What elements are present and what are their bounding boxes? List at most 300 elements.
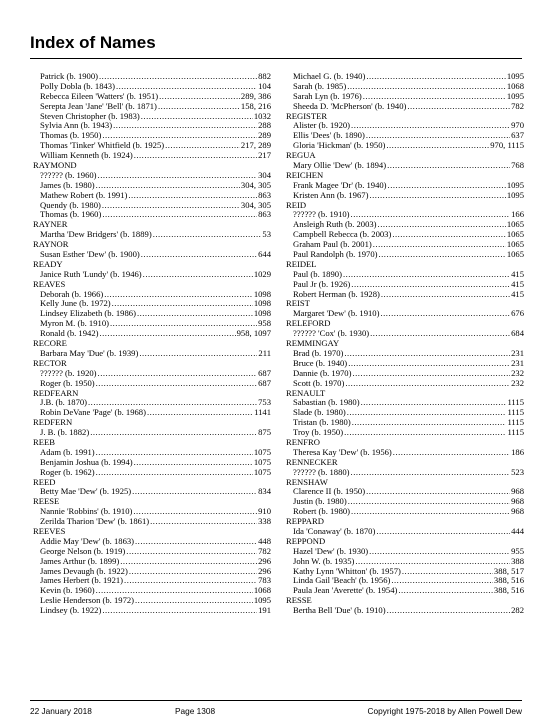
index-entry [286, 349, 524, 359]
entry-name: Brad (b. 1970) [293, 348, 344, 358]
entry-pages: 289, 386 [240, 91, 271, 101]
dot-leader [113, 121, 257, 131]
entry-pages: 231 [511, 348, 524, 358]
entry-pages: 1095 [253, 596, 271, 606]
index-entry [33, 369, 271, 379]
entry-pages: 875 [258, 428, 271, 438]
dot-leader [90, 428, 257, 438]
surname-heading [286, 596, 524, 606]
entry-pages: 1068 [506, 81, 524, 91]
entry-name: ?????? (b. 1960) [40, 170, 97, 180]
footer-page-number: Page 1308 [175, 706, 216, 716]
entry-name: Troy (b. 1950) [293, 428, 344, 438]
index-entry [286, 161, 524, 171]
index-entry [33, 230, 271, 240]
index-entry [33, 141, 271, 151]
entry-pages: 1065 [506, 230, 524, 240]
surname-heading [33, 280, 271, 290]
index-entry [33, 92, 271, 102]
index-entry [286, 527, 524, 537]
dot-leader [150, 517, 257, 527]
index-entry [33, 606, 271, 616]
entry-pages: 217, 289 [240, 141, 271, 151]
index-entry [33, 557, 271, 567]
index-entry [33, 349, 271, 359]
index-entry [286, 121, 524, 131]
surname-label: REDFEARN [33, 388, 79, 398]
entry-pages: 288 [258, 121, 271, 131]
dot-leader [102, 131, 257, 141]
dot-leader [128, 191, 257, 201]
index-entry [33, 468, 271, 478]
dot-leader [407, 102, 510, 112]
dot-leader [141, 250, 257, 260]
dot-leader [380, 309, 510, 319]
index-entry [33, 458, 271, 468]
surname-heading [33, 339, 271, 349]
entry-name: Nannie 'Robbins' (b. 1910) [40, 507, 133, 517]
index-entry [33, 112, 271, 122]
entry-pages: 1115 [507, 418, 524, 428]
dot-leader [102, 210, 257, 220]
entry-pages: 415 [511, 289, 524, 299]
dot-leader [96, 379, 257, 389]
entry-name: Patrick (b. 1900) [40, 72, 98, 81]
entry-name: Hazel 'Dew' (b. 1930) [293, 546, 369, 556]
index-entry [286, 606, 524, 616]
dot-leader [141, 112, 253, 122]
index-entry [286, 487, 524, 497]
dot-leader [116, 82, 257, 92]
dot-leader [99, 72, 257, 82]
dot-leader [392, 230, 505, 240]
dot-leader [386, 141, 489, 151]
entry-name: Janice Ruth 'Lundy' (b. 1946) [40, 269, 142, 279]
entry-name: Kathy Lynn 'Whitton' (b. 1957) [293, 566, 401, 576]
surname-label: REAVES [33, 279, 66, 289]
dot-leader [343, 270, 510, 280]
index-entry [33, 82, 271, 92]
entry-name: Thomas (b. 1950) [40, 131, 102, 141]
dot-leader [143, 270, 253, 280]
surname-label: REED [33, 477, 56, 487]
index-entry [286, 329, 524, 339]
entry-name: Betty Mae 'Dew' (b. 1925) [40, 487, 132, 497]
entry-name: Benjamin Joshua (b. 1994) [40, 457, 133, 467]
surname-heading [286, 201, 524, 211]
dot-leader [391, 576, 493, 586]
index-entry [33, 507, 271, 517]
entry-pages: 968 [511, 487, 524, 497]
entry-pages: 1098 [253, 289, 271, 299]
entry-pages: 1095 [506, 91, 524, 101]
surname-label: RENFRO [286, 437, 320, 447]
entry-name: James Herbert (b. 1921) [40, 576, 124, 586]
index-entry [286, 191, 524, 201]
entry-name: Campbell Rebecca (b. 2003) [293, 230, 392, 240]
entry-pages: 1095 [506, 180, 524, 190]
index-entry [286, 210, 524, 220]
surname-heading [286, 458, 524, 468]
entry-name: Tristan (b. 1980) [293, 418, 351, 428]
index-entry [33, 576, 271, 586]
index-entry [286, 448, 524, 458]
index-entry [286, 369, 524, 379]
entry-pages: 782 [511, 101, 524, 111]
surname-label: READY [33, 259, 63, 269]
entry-pages: 684 [511, 329, 524, 339]
dot-leader [387, 161, 510, 171]
dot-leader [348, 497, 510, 507]
dot-leader [96, 181, 240, 191]
entry-name: Michael G. (b. 1940) [293, 72, 366, 81]
entry-name: Mary Ollie 'Dew' (b. 1894) [293, 161, 387, 171]
dot-leader [96, 468, 253, 478]
index-entry [33, 329, 271, 339]
surname-label: REIDEL [286, 259, 317, 269]
dot-leader [351, 121, 510, 131]
entry-pages: 1095 [506, 72, 524, 81]
entry-name: Bertha Bell 'Due' (b. 1910) [293, 606, 386, 616]
entry-name: ?????? (b. 1910) [293, 210, 350, 220]
surname-heading [33, 220, 271, 230]
entry-name: Slade (b. 1980) [293, 408, 346, 418]
surname-heading [33, 161, 271, 171]
entry-pages: 753 [258, 398, 271, 408]
entry-name: Sarah Lyn (b. 1976) [293, 91, 362, 101]
index-entry [286, 567, 524, 577]
entry-name: ?????? (b. 1880) [293, 467, 350, 477]
dot-leader [112, 299, 253, 309]
index-entry [286, 270, 524, 280]
entry-pages: 232 [511, 378, 524, 388]
surname-heading [286, 517, 524, 527]
surname-label: RAYMOND [33, 161, 77, 171]
index-entry [286, 82, 524, 92]
entry-name: Bruce (b. 1940) [293, 358, 348, 368]
index-entry [33, 517, 271, 527]
entry-name: Steven Christopher (b. 1983) [40, 111, 140, 121]
dot-leader [393, 448, 510, 458]
dot-leader [363, 92, 506, 102]
dot-leader [98, 171, 258, 181]
index-entry [286, 92, 524, 102]
dot-leader [134, 458, 253, 468]
dot-leader [96, 586, 253, 596]
dot-leader [355, 557, 510, 567]
index-entry [286, 507, 524, 517]
surname-heading [286, 151, 524, 161]
dot-leader [104, 290, 253, 300]
entry-pages: 1115 [507, 428, 524, 438]
entry-name: George Nelson (b. 1919) [40, 546, 126, 556]
entry-pages: 338 [258, 517, 271, 527]
entry-pages: 768 [511, 161, 524, 171]
surname-label: REICHEN [286, 170, 324, 180]
entry-pages: 388, 516 [493, 586, 524, 596]
index-entry [286, 230, 524, 240]
dot-leader [96, 448, 253, 458]
index-entry [286, 428, 524, 438]
entry-pages: 1141 [254, 408, 271, 418]
surname-heading [286, 339, 524, 349]
surname-heading [33, 438, 271, 448]
entry-name: Ansleigh Ruth (b. 2003) [293, 220, 377, 230]
entry-pages: 970, 1115 [490, 141, 524, 151]
index-entry [33, 131, 271, 141]
index-entry [286, 280, 524, 290]
dot-leader [345, 379, 510, 389]
index-entry [33, 319, 271, 329]
dot-leader [361, 398, 507, 408]
dot-leader [129, 567, 257, 577]
index-entry [33, 210, 271, 220]
entry-name: Ida 'Conaway' (b. 1870) [293, 526, 376, 536]
entry-name: J. B. (b. 1882) [40, 428, 90, 438]
surname-label: REEVES [33, 526, 66, 536]
entry-name: Sheeda D. 'McPherson' (b. 1940) [293, 101, 407, 111]
entry-pages: 388, 517 [493, 566, 524, 576]
entry-pages: 1065 [506, 240, 524, 250]
entry-pages: 191 [258, 606, 271, 616]
entry-name: Mathew Robert (b. 1991) [40, 190, 128, 200]
entry-pages: 388 [511, 556, 524, 566]
entry-name: Kelly June (b. 1972) [40, 299, 111, 309]
index-entry [33, 537, 271, 547]
entry-name: Paul Jr (b. 1926) [293, 279, 351, 289]
entry-pages: 304, 305 [240, 200, 271, 210]
index-entry [33, 309, 271, 319]
dot-leader [351, 210, 511, 220]
dot-leader [351, 468, 511, 478]
entry-name: Roger (b. 1962) [40, 467, 95, 477]
entry-name: Roger (b. 1950) [40, 378, 95, 388]
index-entry [286, 547, 524, 557]
surname-heading [286, 438, 524, 448]
footer-rule [30, 700, 522, 701]
dot-leader [99, 329, 235, 339]
surname-heading [33, 359, 271, 369]
entry-pages: 1095 [506, 190, 524, 200]
index-entry [33, 171, 271, 181]
entry-name: Deborah (b. 1966) [40, 289, 104, 299]
dot-leader [134, 151, 257, 161]
index-entry [33, 596, 271, 606]
entry-pages: 523 [511, 467, 524, 477]
entry-name: Polly Dobla (b. 1843) [40, 81, 115, 91]
entry-name: Paul Randolph (b. 1970) [293, 250, 378, 260]
index-entry [286, 359, 524, 369]
surname-label: RENSHAW [286, 477, 328, 487]
index-entry [286, 557, 524, 567]
index-entry [33, 121, 271, 131]
dot-leader [158, 102, 240, 112]
surname-heading [286, 260, 524, 270]
entry-pages: 834 [258, 487, 271, 497]
index-entry [286, 102, 524, 112]
entry-name: Paula Jean 'Averette' (b. 1954) [293, 586, 398, 596]
entry-pages: 1075 [253, 467, 271, 477]
entry-name: James Devaugh (b. 1922) [40, 566, 128, 576]
entry-name: ?????? (b. 1920) [40, 368, 97, 378]
dot-leader [369, 191, 505, 201]
entry-pages: 1115 [507, 408, 524, 418]
index-column-left [33, 72, 271, 616]
entry-name: Ellis 'Dees' (b. 1890) [293, 131, 365, 141]
dot-leader [388, 181, 506, 191]
index-entry [286, 240, 524, 250]
entry-pages: 231 [511, 358, 524, 368]
entry-name: Kevin (b. 1960) [40, 586, 95, 596]
entry-name: Scott (b. 1970) [293, 378, 345, 388]
dot-leader [369, 547, 510, 557]
entry-pages: 687 [258, 378, 271, 388]
dot-leader [348, 359, 510, 369]
index-entry [33, 72, 271, 82]
index-entry [286, 379, 524, 389]
entry-name: Paul (b. 1890) [293, 269, 342, 279]
entry-pages: 687 [258, 368, 271, 378]
dot-leader [379, 250, 506, 260]
index-entry [286, 408, 524, 418]
dot-leader [133, 507, 257, 517]
entry-pages: 296 [258, 556, 271, 566]
entry-name: Zerilda Tharion 'Dew' (b. 1861) [40, 517, 150, 527]
entry-pages: 186 [511, 447, 524, 457]
index-entry [33, 299, 271, 309]
entry-pages: 968 [511, 497, 524, 507]
entry-name: Thomas (b. 1960) [40, 210, 102, 220]
surname-heading [286, 389, 524, 399]
entry-pages: 782 [258, 546, 271, 556]
surname-label: RENNECKER [286, 457, 338, 467]
dot-leader [102, 201, 240, 211]
entry-pages: 282 [511, 606, 524, 616]
dot-leader [88, 398, 257, 408]
index-entry [33, 181, 271, 191]
surname-heading [286, 537, 524, 547]
surname-heading [33, 527, 271, 537]
surname-heading [286, 319, 524, 329]
entry-pages: 970 [511, 121, 524, 131]
index-entry [33, 191, 271, 201]
dot-leader [376, 527, 510, 537]
entry-name: Barbara May 'Due' (b. 1939) [40, 348, 139, 358]
dot-leader [352, 369, 510, 379]
index-column-right [286, 72, 524, 616]
entry-pages: 415 [511, 279, 524, 289]
surname-label: RESSE [286, 596, 312, 606]
entry-pages: 388, 516 [493, 576, 524, 586]
entry-name: Linda Gail 'Beach' (b. 1956) [293, 576, 391, 586]
entry-name: Gloria 'Hickman' (b. 1950) [293, 141, 386, 151]
footer-date: 22 January 2018 [30, 706, 92, 716]
entry-pages: 104 [258, 81, 271, 91]
entry-pages: 1068 [253, 586, 271, 596]
entry-pages: 955 [511, 546, 524, 556]
entry-pages: 644 [258, 250, 271, 260]
index-entry [33, 428, 271, 438]
index-entry [286, 309, 524, 319]
page-title: Index of Names [30, 33, 156, 52]
dot-leader [398, 586, 493, 596]
dot-leader [351, 507, 510, 517]
surname-heading [286, 171, 524, 181]
surname-label: RECTOR [33, 358, 67, 368]
index-entry [33, 151, 271, 161]
dot-leader [370, 329, 510, 339]
index-entry [33, 408, 271, 418]
surname-label: REEB [33, 437, 55, 447]
dot-leader [153, 230, 262, 240]
dot-leader [381, 290, 510, 300]
entry-name: ?????? 'Cox' (b. 1930) [293, 329, 370, 339]
entry-pages: 1098 [253, 299, 271, 309]
surname-label: REPPARD [286, 517, 324, 527]
index-entry [286, 181, 524, 191]
entry-name: Leslie Henderson (b. 1972) [40, 596, 135, 606]
dot-leader [132, 487, 257, 497]
surname-heading [33, 260, 271, 270]
index-entry [286, 250, 524, 260]
dot-leader [366, 487, 510, 497]
surname-label: REESE [33, 497, 60, 507]
dot-leader [347, 82, 506, 92]
entry-name: Serepta Jean 'Jane' 'Bell' (b. 1871) [40, 101, 157, 111]
index-entry [286, 497, 524, 507]
header-rule [30, 58, 522, 59]
entry-name: Sylvia Ann (b. 1943) [40, 121, 113, 131]
surname-label: REID [286, 200, 307, 210]
entry-pages: 882 [258, 72, 271, 81]
index-entry [33, 379, 271, 389]
dot-leader [366, 72, 505, 82]
entry-pages: 415 [511, 269, 524, 279]
index-entry [286, 72, 524, 82]
index-entry [33, 270, 271, 280]
surname-heading [286, 299, 524, 309]
surname-label: RECORE [33, 339, 67, 349]
dot-leader [147, 408, 253, 418]
dot-leader [378, 220, 506, 230]
surname-heading [286, 112, 524, 122]
index-entry [286, 576, 524, 586]
surname-heading [286, 478, 524, 488]
dot-leader [347, 408, 507, 418]
entry-name: Lindsey (b. 1922) [40, 606, 102, 616]
index-entry [33, 201, 271, 211]
index-entry [286, 220, 524, 230]
dot-leader [102, 606, 257, 616]
dot-leader [159, 92, 240, 102]
index-entry [286, 131, 524, 141]
entry-name: Lindsey Elizabeth (b. 1986) [40, 309, 136, 319]
entry-name: James Arthur (b. 1899) [40, 556, 120, 566]
entry-name: Dannie (b. 1970) [293, 368, 352, 378]
index-entry [33, 547, 271, 557]
entry-name: Ronald (b. 1942) [40, 329, 99, 339]
entry-name: Thomas 'Tinker' Whitfield (b. 1925) [40, 141, 165, 151]
dot-leader [352, 418, 507, 428]
entry-pages: 958, 1097 [236, 329, 271, 339]
entry-name: Robert Herman (b. 1928) [293, 289, 380, 299]
entry-name: Adam (b. 1991) [40, 447, 95, 457]
index-entry [33, 398, 271, 408]
dot-leader [139, 349, 257, 359]
entry-pages: 304 [258, 170, 271, 180]
dot-leader [98, 369, 258, 379]
dot-leader [124, 576, 257, 586]
